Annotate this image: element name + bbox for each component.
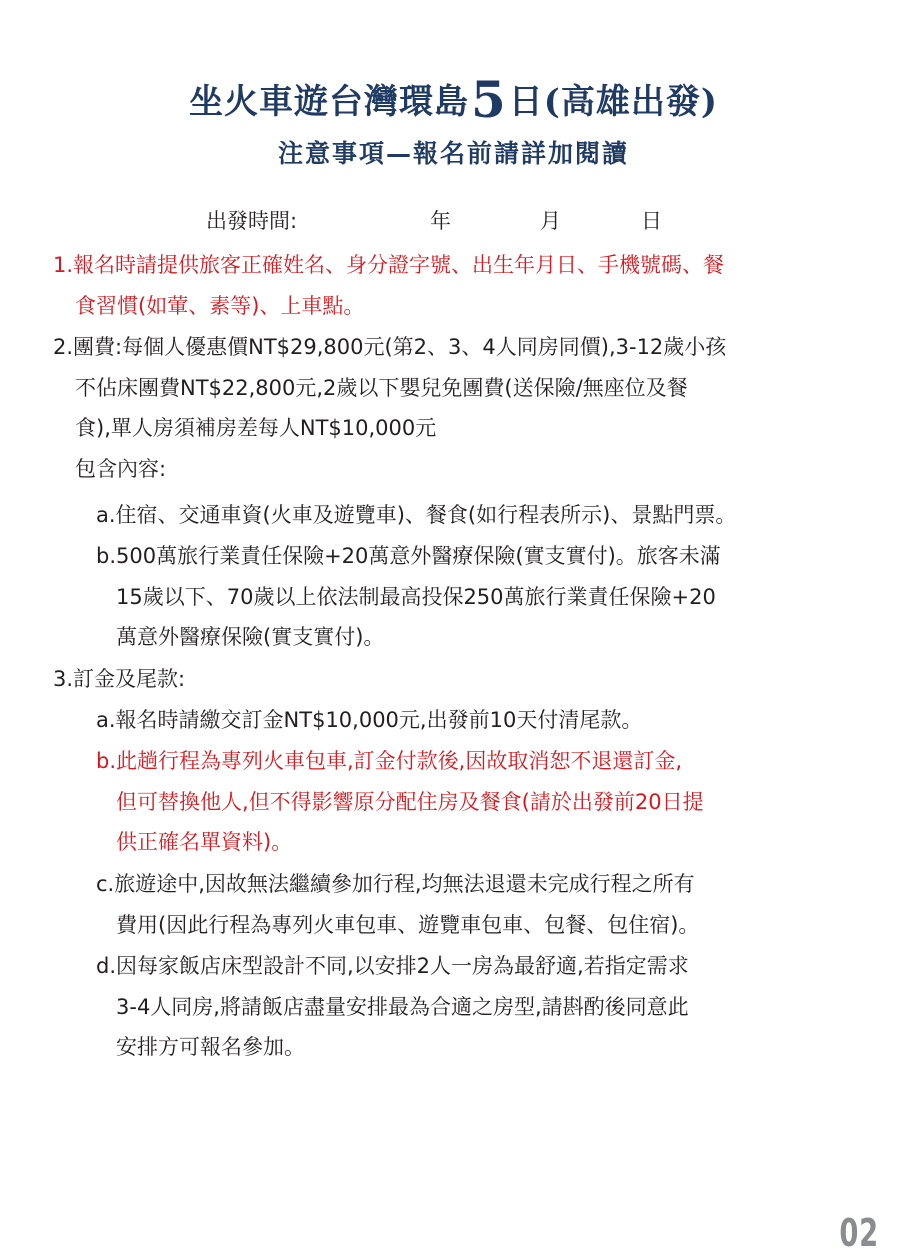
- notice-line: 食習慣(如葷、素等)、上車點。: [75, 293, 365, 318]
- notice-line: b.此趟行程為專列火車包車,訂金付款後,因故取消恕不退還訂金,: [96, 749, 683, 773]
- notice-item-3d: [96, 946, 689, 1068]
- notice-item-3b: [96, 741, 704, 863]
- notice-line: d.因每家飯店床型設計不同,以安排2人一房為最舒適,若指定需求: [96, 954, 689, 978]
- page-title: [0, 70, 907, 129]
- notice-line: 安排方可報名參加。: [116, 1035, 305, 1059]
- notice-line: 3.訂金及尾款:: [53, 667, 186, 691]
- notice-item-3: [53, 659, 185, 700]
- notice-item-3c: [96, 864, 699, 945]
- title-text: 坐火車遊台灣環島: [189, 82, 469, 122]
- departure-month: 月: [540, 209, 561, 233]
- notice-line: 供正確名單資料)。: [116, 830, 293, 854]
- notice-line: b.500萬旅行業責任保險+20萬意外醫療保險(實支實付)。旅客未滿: [96, 544, 721, 568]
- notice-line: 但可替換他人,但不得影響原分配住房及餐食(請於出發前20日提: [116, 789, 704, 814]
- notice-line: 2.團費:每個人優惠價NT$29,800元(第2、3、4人同房同價),3-12歲小孩: [53, 335, 727, 359]
- notice-line: 費用(因此行程為專列火車包車、遊覽車包車、包餐、包住宿)。: [116, 912, 700, 937]
- departure-label: 出發時間:: [206, 209, 298, 233]
- notice-line: 1.報名時請提供旅客正確姓名、身分證字號、出生年月日、手機號碼、餐: [53, 253, 725, 277]
- includes-label: 包含內容:: [75, 456, 167, 481]
- notice-line: 3-4人同房,將請飯店盡量安排最為合適之房型,請斟酌後同意此: [116, 994, 689, 1019]
- title-day-number: 5: [471, 70, 507, 129]
- page-subtitle: 注意事項—報名前請詳加閱讀: [277, 139, 629, 168]
- notice-line: 不佔床團費NT$22,800元,2歲以下嬰兒免團費(送保險/無座位及餐: [75, 375, 688, 400]
- departure-day: 日: [641, 209, 662, 233]
- notice-item-1: [53, 245, 724, 326]
- notice-line: a.住宿、交通車資(火車及遊覽車)、餐食(如行程表所示)、景點門票。: [96, 503, 737, 527]
- notice-item-2a: [96, 495, 736, 536]
- notice-item-2b: [96, 536, 721, 658]
- departure-year: 年: [430, 209, 451, 233]
- notice-line: a.報名時請繳交訂金NT$10,000元,出發前10天付清尾款。: [96, 708, 643, 732]
- notice-line: 15歲以下、70歲以上依法制最高投保250萬旅行業責任保險+20: [116, 584, 716, 609]
- notice-line: c.旅遊途中,因故無法繼續參加行程,均無法退還未完成行程之所有: [96, 872, 695, 896]
- notice-line: 萬意外醫療保險(實支實付)。: [116, 625, 385, 649]
- page-number: 02: [839, 1211, 879, 1255]
- notice-line: 食),單人房須補房差每人NT$10,000元: [75, 416, 437, 440]
- title-text-suffix: 日(高雄出發): [508, 82, 718, 122]
- notice-item-2: [53, 327, 726, 489]
- notice-item-3a: [96, 700, 642, 741]
